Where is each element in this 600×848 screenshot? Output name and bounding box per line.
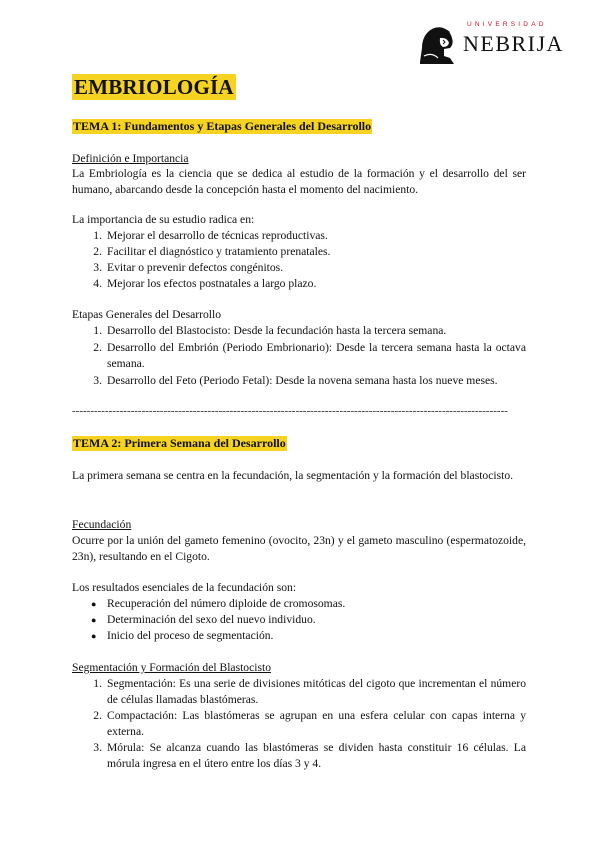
list-text: Facilitar el diagnóstico y tratamiento prenatales.: [107, 245, 331, 258]
tema2-fecundacion-text: Ocurre por la unión del gameto femenino (ovocito, 23n) y el gameto masculino (espermatozoide, 23n), resultando en el Cigoto.: [72, 534, 526, 564]
list-text: Desarrollo del Feto (Periodo Fetal): Desde la novena semana hasta los nueve meses.: [107, 374, 498, 387]
results-list-item: [88, 612, 526, 628]
segmentation-list-item: [88, 740, 526, 772]
section-divider: -----------------------------------------------------------------------------------------------------------------------: [72, 405, 508, 417]
importance-list-item: [88, 228, 526, 244]
document-title: EMBRIOLOGÍA: [74, 75, 234, 99]
list-number: 3.: [93, 374, 102, 387]
list-text: Compactación: Las blastómeras se agrupan en una esfera celular con capas interna y externa.: [107, 709, 526, 739]
bullet-icon: ●: [91, 631, 97, 641]
results-list-item: [88, 596, 526, 612]
tema2-fecundacion-heading: Fecundación: [72, 518, 132, 531]
list-number: 2.: [93, 341, 102, 354]
nebrija-logo: [414, 18, 564, 66]
segmentation-list-item: [88, 676, 526, 708]
tema1-definition-heading: Definición e Importancia: [72, 152, 189, 165]
tema2-heading: TEMA 2: Primera Semana del Desarrollo: [73, 436, 286, 450]
tema2-intro-text: La primera semana se centra en la fecundación, la segmentación y la formación del blastocisto.: [72, 469, 514, 482]
importance-list-item: [88, 260, 526, 276]
tema2-results-intro: Los resultados esenciales de la fecundación son:: [72, 581, 297, 594]
bullet-icon: ●: [91, 615, 97, 625]
tema1-heading: TEMA 1: Fundamentos y Etapas Generales del Desarrollo: [73, 119, 372, 133]
list-text: Desarrollo del Embrión (Periodo Embrionario): Desde la tercera semana hasta la octava semana.: [107, 341, 526, 371]
list-text: Mórula: Se alcanza cuando las blastómeras se dividen hasta constituir 16 células. La mórula ingresa en el útero entre los días 3 y 4.: [107, 741, 526, 771]
importance-list-item: [88, 276, 526, 292]
stages-list-item: [88, 323, 526, 339]
list-text: Segmentación: Es una serie de divisiones mitóticas del cigoto que incrementan el número de células llamadas blastómeras.: [107, 677, 526, 707]
bullet-icon: ●: [91, 599, 97, 609]
list-number: 2.: [93, 709, 102, 722]
list-number: 3.: [93, 261, 102, 274]
tema1-stages-heading: Etapas Generales del Desarrollo: [72, 308, 222, 321]
founder-portrait-icon: [414, 18, 464, 66]
list-text: Mejorar los efectos postnatales a largo plazo.: [107, 277, 317, 290]
tema1-definition-text: La Embriología es la ciencia que se dedica al estudio de la formación y el desarrollo del ser humano, abarcando desde la concepción hasta el momento del nacimiento.: [72, 167, 526, 197]
list-text: Inicio del proceso de segmentación.: [107, 629, 274, 642]
list-number: 1.: [93, 229, 102, 242]
list-text: Evitar o prevenir defectos congénitos.: [107, 261, 284, 274]
list-number: 1.: [93, 324, 102, 337]
list-number: 2.: [93, 245, 102, 258]
tema2-segmentation-heading: Segmentación y Formación del Blastocisto: [72, 661, 271, 674]
list-text: Mejorar el desarrollo de técnicas reproductivas.: [107, 229, 328, 242]
list-number: 4.: [93, 277, 102, 290]
stages-list-item: [88, 373, 526, 389]
logo-name-text: NEBRIJA: [463, 31, 564, 56]
segmentation-list-item: [88, 708, 526, 740]
list-text: Recuperación del número diploide de cromosomas.: [107, 597, 346, 610]
results-list-item: [88, 628, 526, 644]
tema1-importance-intro: La importancia de su estudio radica en:: [72, 213, 255, 226]
list-number: 1.: [93, 677, 102, 690]
importance-list-item: [88, 244, 526, 260]
stages-list-item: [88, 340, 526, 372]
list-number: 3.: [93, 741, 102, 754]
logo-university-text: UNIVERSIDAD: [467, 21, 547, 28]
list-text: Determinación del sexo del nuevo individuo.: [107, 613, 316, 626]
list-text: Desarrollo del Blastocisto: Desde la fecundación hasta la tercera semana.: [107, 324, 447, 337]
